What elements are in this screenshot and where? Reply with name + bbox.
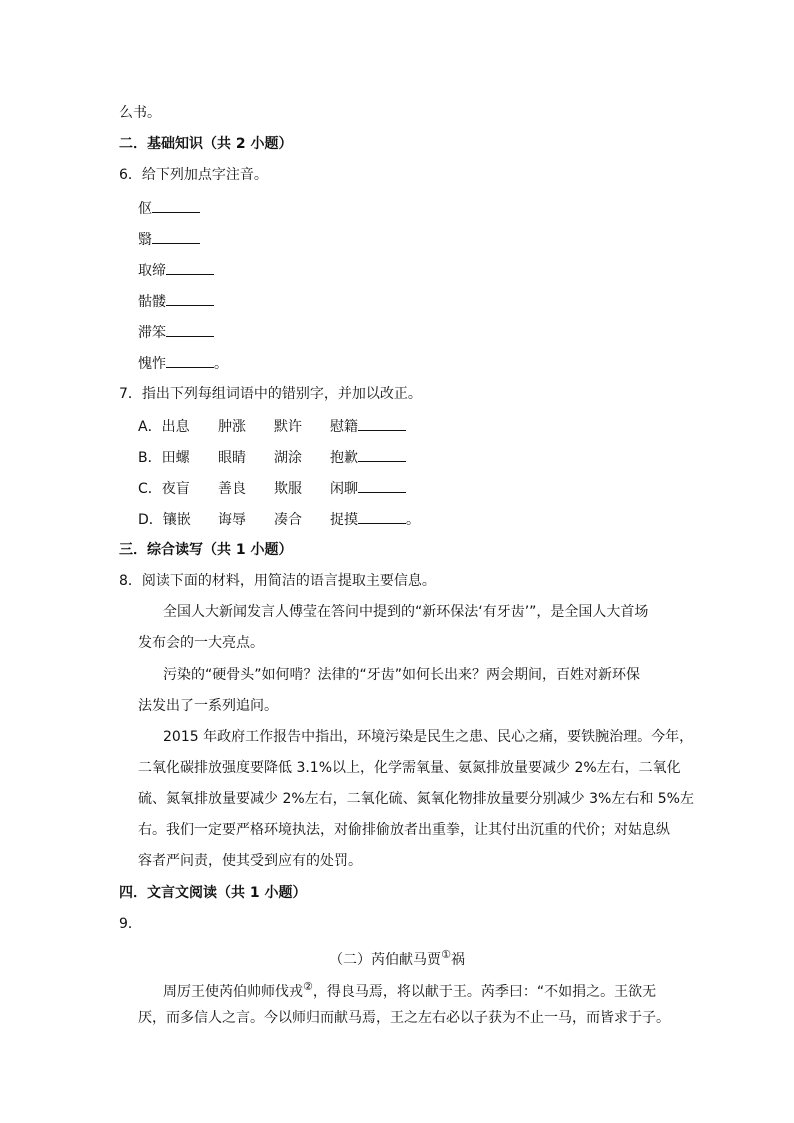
q7-option-row <box>138 478 406 498</box>
q9-title-text: （二）芮伯献马贾 <box>329 952 442 968</box>
footnote-marker: ② <box>303 980 313 993</box>
q7-word: 善良 <box>218 481 246 497</box>
q9-passage-line <box>163 978 656 1001</box>
q8-paragraph-line: 2015 年政府工作报告中指出，环境污染是民生之患、民心之痛，要铁腕治理。今年， <box>163 729 694 745</box>
q9-title-end: 祸 <box>450 952 465 968</box>
q8-paragraph-line: 发布会的一大亮点。 <box>138 635 264 651</box>
q6-item <box>138 229 200 249</box>
q7-option-label: D．镶嵌 <box>138 512 191 528</box>
q6-end-punct: 。 <box>214 356 228 372</box>
q6-item-word: 愧怍 <box>138 356 166 372</box>
answer-blank[interactable] <box>358 478 406 493</box>
q7-option-row <box>138 447 406 467</box>
q7-option-label: A．出息 <box>138 419 190 435</box>
q6-item-word: 取缔 <box>138 263 166 279</box>
q6-item <box>138 260 214 280</box>
q6-stem: 6．给下列加点字注音。 <box>119 167 268 183</box>
answer-blank[interactable] <box>358 416 406 431</box>
answer-blank[interactable] <box>166 291 214 306</box>
q6-item-word: 伛 <box>138 201 152 217</box>
q6-item <box>138 353 228 373</box>
q9-passage-title <box>0 946 794 969</box>
q6-item-word: 骷髅 <box>138 294 166 310</box>
q8-paragraph-line: 硫、氮氧排放量要减少 2%左右，二氧化硫、氮氧化物排放量要分别减少 3%左右和 5%左 <box>138 791 694 807</box>
q7-word: 抱歉 <box>330 450 358 466</box>
q9-passage-line: 厌，而多信人之言。今以师归而献马焉，王之左右必以子获为不止一马，而皆求于子。 <box>138 1010 670 1026</box>
section-heading-3: 三．综合读写（共 1 小题） <box>119 542 293 558</box>
q9-number: 9． <box>119 916 142 932</box>
q7-word: 湖涂 <box>274 450 302 466</box>
q6-item-word: 翳 <box>138 232 152 248</box>
q8-stem: 8．阅读下面的材料，用简洁的语言提取主要信息。 <box>119 573 436 589</box>
q6-item <box>138 198 200 218</box>
q7-word: 默许 <box>274 419 302 435</box>
q8-paragraph-line: 右。我们一定要严格环境执法，对偷排偷放者出重拳，让其付出沉重的代价；对姑息纵 <box>138 822 670 838</box>
q6-item <box>138 291 214 311</box>
section-heading-4: 四．文言文阅读（共 1 小题） <box>119 885 307 901</box>
q7-word: 凑合 <box>274 512 302 528</box>
q9-passage-text: ，得良马焉，将以献于王。芮季曰：“不如捐之。王欲无 <box>312 984 657 1000</box>
q7-word: 慰籍 <box>330 419 358 435</box>
q7-word: 诲辱 <box>218 512 246 528</box>
q8-paragraph-line: 容者严问责，使其受到应有的处罚。 <box>138 853 362 869</box>
answer-blank[interactable] <box>152 198 200 213</box>
q7-word: 眼睛 <box>218 450 246 466</box>
intro-tail-text: 么书。 <box>119 105 161 121</box>
q6-item-word: 滞笨 <box>138 325 166 341</box>
answer-blank[interactable] <box>166 260 214 275</box>
q6-item <box>138 322 214 342</box>
q7-option-label: C．夜盲 <box>138 481 190 497</box>
q7-option-label: B．田螺 <box>138 450 190 466</box>
q7-option-row <box>138 509 420 529</box>
q8-paragraph-line: 全国人大新闻发言人傅莹在答问中提到的“新环保法‘有牙齿’”，是全国人大首场 <box>163 604 649 620</box>
answer-blank[interactable] <box>166 322 214 337</box>
q8-paragraph-line: 法发出了一系列追问。 <box>138 698 278 714</box>
q7-word: 欺服 <box>274 481 302 497</box>
q7-end-punct: 。 <box>406 512 420 528</box>
q7-word: 捉摸 <box>330 512 358 528</box>
q8-paragraph-line: 污染的“硬骨头”如何啃？法律的“牙齿”如何长出来？两会期间，百姓对新环保 <box>163 667 641 683</box>
q7-stem: 7．指出下列每组词语中的错别字，并加以改正。 <box>119 386 422 402</box>
answer-blank[interactable] <box>166 353 214 368</box>
q8-paragraph-line: 二氧化碳排放强度要降低 3.1%以上，化学需氧量、氨氮排放量要减少 2%左右，二氧化 <box>138 760 681 776</box>
answer-blank[interactable] <box>358 447 406 462</box>
q7-word: 肿涨 <box>218 419 246 435</box>
answer-blank[interactable] <box>358 509 406 524</box>
q7-word: 闲聊 <box>330 481 358 497</box>
section-heading-2: 二．基础知识（共 2 小题） <box>119 136 293 152</box>
answer-blank[interactable] <box>152 229 200 244</box>
q9-passage-text: 周厉王使芮伯帅师伐戎 <box>163 984 303 1000</box>
q7-option-row <box>138 416 406 436</box>
footnote-marker: ① <box>441 948 451 961</box>
